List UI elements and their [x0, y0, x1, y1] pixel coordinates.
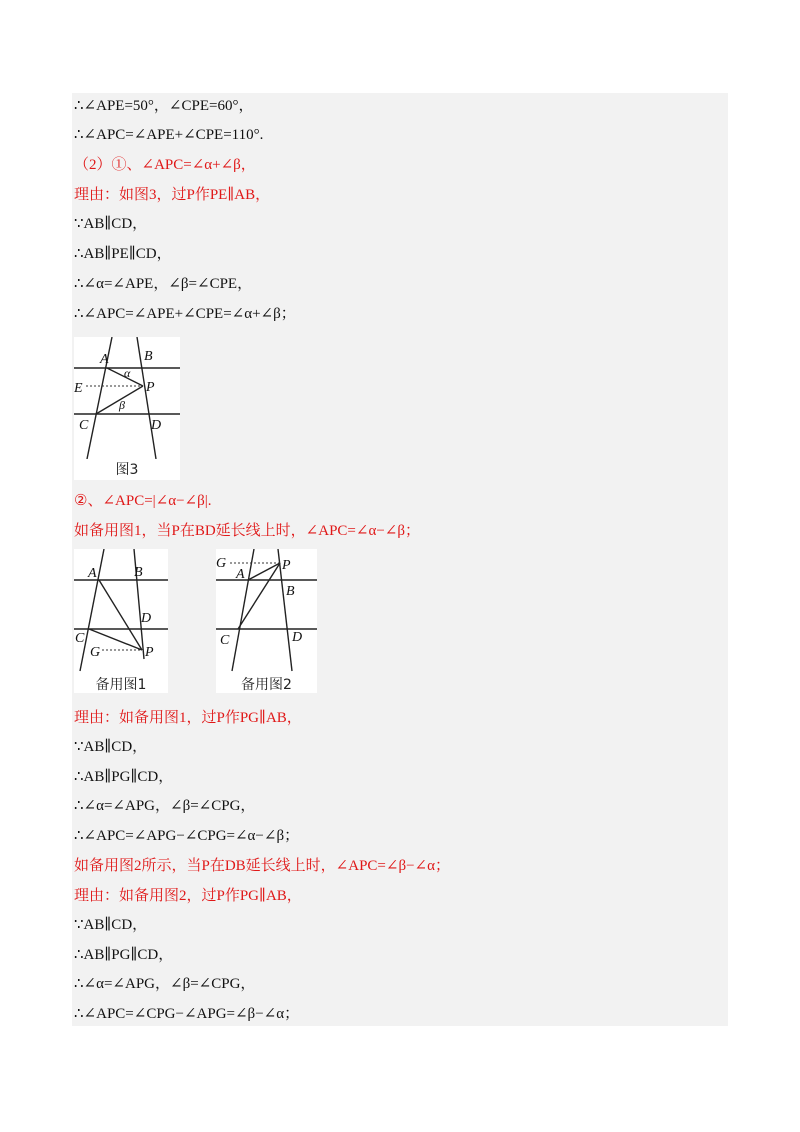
line-5: ∵AB∥CD，	[74, 216, 148, 232]
fig3-label-B: B	[144, 349, 153, 364]
line-6: ∴AB∥PE∥CD，	[74, 246, 172, 262]
backup-figure-2	[216, 549, 317, 693]
line-10: 如备用图1，当P在BD延长线上时，∠APC=∠α−∠β；	[74, 523, 420, 539]
bk1-label-A: A	[88, 566, 97, 581]
line-2: ∴∠APC=∠APE+∠CPE=110°.	[74, 127, 264, 143]
line-11: 理由：如备用图1，过P作PG∥AB，	[74, 710, 302, 726]
backup-figure-2-caption: 备用图2	[241, 677, 292, 693]
line-15: ∴∠APC=∠APG−∠CPG=∠α−∠β；	[74, 828, 300, 844]
bk1-label-G: G	[90, 645, 101, 660]
line-21: ∴∠APC=∠CPG−∠APG=∠β−∠α；	[74, 1006, 300, 1022]
bk2-label-C: C	[220, 633, 230, 648]
line-3: （2）①、∠APC=∠α+∠β，	[74, 157, 256, 173]
fig3-label-C: C	[79, 418, 89, 433]
line-16: 如备用图2所示，当P在DB延长线上时，∠APC=∠β−∠α；	[74, 858, 450, 874]
line-1: ∴∠APE=50°，∠CPE=60°，	[74, 98, 254, 114]
line-19: ∴AB∥PG∥CD，	[74, 947, 174, 963]
bk2-label-P: P	[282, 558, 291, 573]
fig3-label-E: E	[74, 381, 83, 396]
line-9: ②、∠APC=|∠α−∠β|.	[74, 493, 212, 509]
bk1-label-P: P	[145, 645, 154, 660]
bk2-label-B: B	[286, 584, 295, 599]
bk1-label-B: B	[134, 565, 143, 580]
bk1-label-C: C	[75, 631, 85, 646]
line-4: 理由：如图3，过P作PE∥AB，	[74, 187, 271, 203]
line-13: ∴AB∥PG∥CD，	[74, 769, 174, 785]
fig3-label-D: D	[151, 418, 162, 433]
fig3-label-P: P	[146, 380, 155, 395]
line-17: 理由：如备用图2，过P作PG∥AB，	[74, 888, 302, 904]
bk2-label-D: D	[292, 630, 303, 645]
bk2-label-G: G	[216, 556, 227, 571]
line-18: ∵AB∥CD，	[74, 917, 148, 933]
fig3-label-alpha: α	[124, 366, 131, 380]
line-8: ∴∠APC=∠APE+∠CPE=∠α+∠β；	[74, 306, 296, 322]
figure-3	[74, 337, 180, 480]
bk2-label-A: A	[236, 567, 245, 582]
figure-3-caption: 图3	[115, 462, 139, 478]
backup-figure-1	[74, 549, 168, 693]
bk1-label-D: D	[141, 611, 152, 626]
line-14: ∴∠α=∠APG，∠β=∠CPG，	[74, 798, 256, 814]
fig3-label-beta: β	[119, 398, 125, 412]
backup-figure-1-caption: 备用图1	[95, 677, 147, 693]
line-20: ∴∠α=∠APG，∠β=∠CPG，	[74, 976, 256, 992]
fig3-label-A: A	[100, 352, 109, 367]
line-12: ∵AB∥CD，	[74, 739, 148, 755]
line-7: ∴∠α=∠APE，∠β=∠CPE，	[74, 276, 253, 292]
